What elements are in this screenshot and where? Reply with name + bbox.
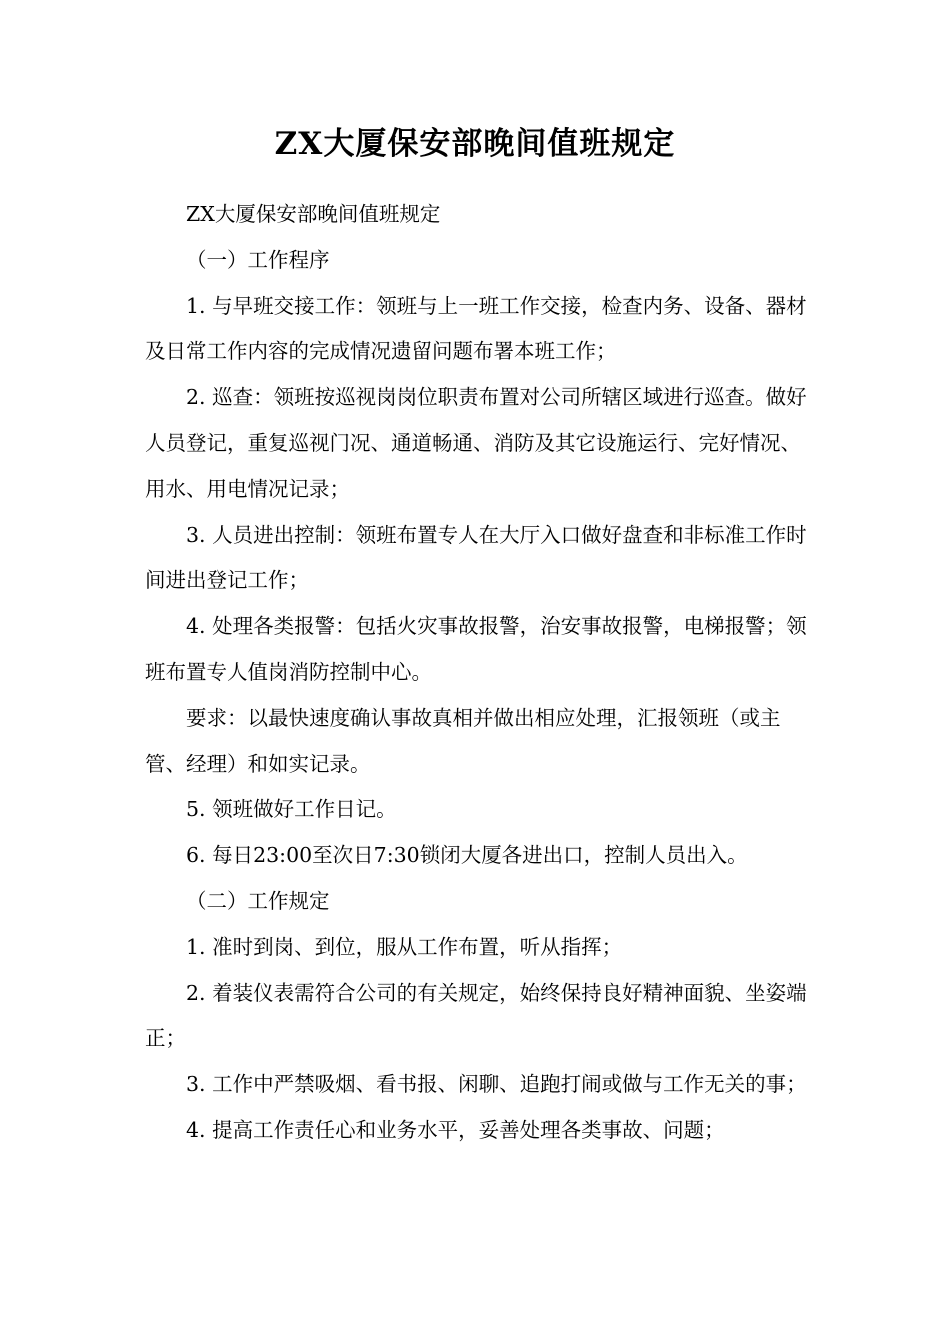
section-heading-rules: （二）工作规定	[186, 888, 330, 913]
rule-item-2: 2. 着装仪表需符合公司的有关规定，始终保持良好精神面貌、坐姿端正；	[145, 980, 807, 1051]
procedure-item-2: 2. 巡查：领班按巡视岗岗位职责布置对公司所辖区域进行巡查。做好人员登记，重复巡视门况、通道畅通、消防及其它设施运行、完好情况、用水、用电情况记录；	[145, 385, 807, 501]
section-heading-procedure: （一）工作程序	[186, 247, 330, 272]
rule-item-1: 1. 准时到岗、到位，服从工作布置，听从指挥；	[186, 934, 623, 959]
document-body	[145, 192, 817, 1154]
body-heading: ZX大厦保安部晚间值班规定	[186, 202, 441, 226]
procedure-item-4: 4. 处理各类报警：包括火灾事故报警，治安事故报警，电梯报警；领班布置专人值岗消防控制中心。	[145, 614, 807, 684]
rule-item-4: 4. 提高工作责任心和业务水平，妥善处理各类事故、问题；	[186, 1117, 725, 1142]
document-title: ZX大厦保安部晚间值班规定	[274, 126, 676, 162]
procedure-requirement: 要求：以最快速度确认事故真相并做出相应处理，汇报领班（或主管、经理）和如实记录。	[145, 705, 781, 776]
procedure-item-6: 6. 每日23:00至次日7:30锁闭大厦各进出口，控制人员出入。	[186, 843, 748, 868]
procedure-item-5: 5. 领班做好工作日记。	[186, 797, 397, 822]
procedure-item-3: 3. 人员进出控制：领班布置专人在大厅入口做好盘查和非标准工作时间进出登记工作；	[145, 522, 807, 593]
procedure-item-1: 1. 与早班交接工作：领班与上一班工作交接，检查内务、设备、器材及日常工作内容的完成情况遗留问题布署本班工作；	[145, 293, 807, 364]
rule-item-3: 3. 工作中严禁吸烟、看书报、闲聊、追跑打闹或做与工作无关的事；	[186, 1072, 807, 1097]
